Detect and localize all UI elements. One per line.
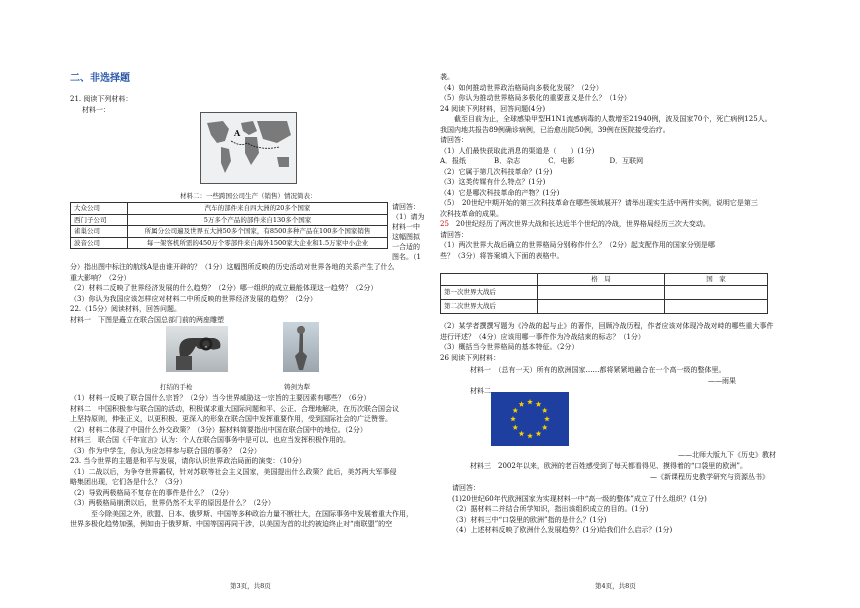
text-line: （2）某学者撰撰写题为《冷战的起与止》的著作，回顾冷战历程，作者应该对体现冷战对峙的哪些重大事件 xyxy=(440,322,774,330)
table-row xyxy=(71,226,388,238)
q26-material1: 材料一 （总有一天）所有的欧洲国家……都将紧紧地融合在一个高一级的整体里。 xyxy=(470,366,726,374)
table-row xyxy=(441,300,768,314)
company-name: 雀巢公司 xyxy=(71,226,128,238)
table-header-cell: 国 家 xyxy=(665,274,768,286)
q26-material2-source: ——北师大版九下《历史》教材 xyxy=(678,451,776,459)
page-footer-left: 第3页，共8页 xyxy=(230,582,271,590)
company-table xyxy=(70,202,388,249)
star-icon xyxy=(544,416,550,421)
text-line: 26 阅读下列材料： xyxy=(440,353,501,362)
text-line: 进行评述？（4分）应该用哪一事件作为冷战结束的标志？（1分） xyxy=(440,332,645,341)
q25-number: 25 xyxy=(440,220,449,228)
star-icon xyxy=(536,401,542,406)
table-row xyxy=(71,237,388,249)
text-line: （4）如何推动世界政治格局向多极化发展？（2分） xyxy=(440,83,603,92)
side-note-line: （1）请为 xyxy=(392,213,425,221)
answer-cell[interactable] xyxy=(538,300,665,314)
text-line: 袭。 xyxy=(440,73,454,81)
star-icon xyxy=(542,425,548,430)
side-note-line: 请回答： xyxy=(392,203,420,211)
text-line: （3）概括当今世界格局的基本特征。（2分） xyxy=(440,343,579,351)
text-line: 请回答： xyxy=(440,230,468,239)
text-line: （2）材料二反映了世界经济发展的什么趋势？（2分）哪一组织的成立最能体现这一趋势？（2分） xyxy=(70,284,378,292)
star-icon xyxy=(512,425,518,430)
table-row xyxy=(441,286,768,300)
answer-cell[interactable] xyxy=(665,286,768,300)
text-line: (1)20世纪60年代欧洲国家为实现材料一中“高一级的整体”成立了什么组织？(1分) xyxy=(452,494,707,503)
q26-material1-source: ——雨果 xyxy=(708,377,736,385)
table-header-cell: 格 局 xyxy=(538,274,665,286)
text-line: （2）它属于第几次科技革命？(1分) xyxy=(440,167,553,176)
q25-q26-text xyxy=(440,321,773,363)
side-note-line: 材料一中 xyxy=(392,223,420,231)
text-line: 分）指出图中标注的航线A是由谁开辟的？（1分）这幅图所反映的历史活动对世界各地的关系产生了什么 xyxy=(70,263,395,271)
company-name: 波音公司 xyxy=(71,237,128,249)
q21-text xyxy=(70,262,395,325)
table-row-label: 第二次世界大战后 xyxy=(441,300,538,314)
text-line: （2）材料二体现了中国什么外交政策？（3分）据材料简要指出中国在联合国中的地位。（2分） xyxy=(70,425,367,434)
text-line: 次科技革命的成果。 xyxy=(440,209,503,218)
text-line: 世界多极化趋势加强，例如由于俄罗斯、中国等国再同干涉，以美国为首的北约被迫终止对“南联盟”的空 xyxy=(70,520,393,528)
star-icon xyxy=(510,416,516,421)
text-line: （3）这类传媒有什么特点？(1分) xyxy=(440,178,546,186)
q21-material1-label: 材料一： xyxy=(82,106,110,114)
world-map-image xyxy=(200,112,297,184)
q21-intro: 21. 阅读下列材料： xyxy=(70,95,133,103)
q26-material3-source: —《新课程历史教学研究与资源丛书》 xyxy=(650,473,769,481)
text-line: 材料三 联合国《千年宣言》认为：个人在联合国事务中是可以、也应当发挥积极作用的。 xyxy=(70,436,350,444)
text-line: （2）据材料二并结合所学知识，指出该组织成立的目的。(1分) xyxy=(452,505,649,513)
q26-questions xyxy=(452,483,707,536)
star-icon xyxy=(542,408,548,413)
q26-material2-label: 材料二 xyxy=(470,387,491,395)
star-icon xyxy=(527,433,533,438)
caption-sword-plowshare: 铸剑为犁 xyxy=(284,383,310,391)
side-note xyxy=(392,202,424,262)
caption-knotted-gun: 打结的手枪 xyxy=(160,383,193,391)
text-line: （3）作为中学生，你认为应怎样参与联合国的事务？（2分） xyxy=(70,446,261,455)
text-line: 请回答： xyxy=(440,136,468,144)
star-icon xyxy=(512,408,518,413)
text-line: 我国内地共报告89例确诊病例，已治愈出院50例，39例在医院接受治疗。 xyxy=(440,125,670,134)
text-line: （3）材料三中“口袋里的欧洲”指的是什么？(1分) xyxy=(452,515,607,524)
star-icon xyxy=(527,399,533,404)
text-line: 重大影响？（2分） xyxy=(70,273,131,282)
text-line: 23. 当今世界的主题是和平与发展，请你认识世界政治局面的演变：（10分） xyxy=(70,457,306,465)
q26-material3: 材料三 2002年以来，欧洲的老百姓感受到了每天都看得见、摸得着的“口袋里的欧洲”。 xyxy=(470,462,747,470)
table-row xyxy=(71,214,388,226)
sword-plowshare-image xyxy=(283,322,319,372)
text-line: 24 阅读下列材料，回答问题(4分) xyxy=(440,104,546,113)
q25-text: 20世纪经历了两次世界大战和长达近半个世纪的冷战，世界格局经历三次大变动。 xyxy=(448,220,710,228)
company-detail: 汽车的部件来自四大洲的20多个国家 xyxy=(128,203,388,215)
page-footer-right: 第4页，共8页 xyxy=(595,582,636,590)
q22-q23-text xyxy=(70,393,413,530)
text-line: 略集团出现，它们各是什么？（3分） xyxy=(70,478,187,486)
text-line: 材料二 中国积极参与联合国的活动，积极谋求重大国际问题和平、公正、合理地解决，在历次联合国会议 xyxy=(70,404,399,413)
side-note-line: 图名。（1 xyxy=(392,253,421,261)
world-pattern-table xyxy=(440,273,768,314)
eu-flag-image xyxy=(491,392,569,446)
text-line: （4）上述材料反映了欧洲什么发展趋势？(1分)给我们什么启示？(1分) xyxy=(452,526,673,534)
text-line: 上坚持原则，伸张正义，以更积极、更深入的形象在联合国中发挥重要作用，受到国际社会的广泛赞誉。 xyxy=(70,415,392,423)
material2-title: 材料二：一些跨国公司生产（销售）情况简表： xyxy=(180,192,317,200)
section-title: 二、非选择题 xyxy=(70,73,130,84)
star-icon xyxy=(536,431,542,436)
text-line: （3）你认为我国应该怎样应对材料二中所反映的世界经济发展的趋势？（2分） xyxy=(70,294,317,303)
text-line: 至今除美国之外，欧盟、日本、俄罗斯、中国等多种政治力量不断壮大，在国际事务中发展着重大作用， xyxy=(70,509,413,518)
text-line: 材料一 下图是矗立在联合国总部门前的两座雕塑 xyxy=(70,315,224,324)
star-icon xyxy=(519,431,525,436)
table-header-row xyxy=(441,274,768,286)
company-name: 西门子公司 xyxy=(71,214,128,226)
text-line: A．报纸 B．杂志 C．电影 D．互联网 xyxy=(440,157,644,165)
q25-line xyxy=(440,219,772,230)
knotted-gun-image xyxy=(166,326,228,372)
text-line: 些？（3分）将答案填入下面的表格中。 xyxy=(440,251,564,260)
table-header-cell xyxy=(441,274,538,286)
text-line: 截至目前为止，全球感染甲型H1N1流感病毒的人数增至21940例，波及国家70个，死亡病例125人。 xyxy=(440,115,772,123)
table-row-label: 第一次世界大战后 xyxy=(441,286,538,300)
text-line: 22.（15分）阅读材料，回答问题。 xyxy=(70,305,182,313)
star-icon xyxy=(519,401,525,406)
text-line: （1）材料一反映了联合国什么宗旨？（2分）当今世界威胁这一宗旨的主要因素有哪些？（6分） xyxy=(70,394,371,402)
q23-continued xyxy=(440,72,772,261)
text-line: 请回答： xyxy=(452,484,480,492)
company-detail: 5万多个产品的部件来自130多个国家 xyxy=(128,214,388,226)
company-detail: 所属分公司遍及世界五大洲50多个国家，有8500多种产品在100多个国家销售 xyxy=(128,226,388,238)
text-line: （3）两极格局崩溃以后，世界仍然不太平的原因是什么？（2分） xyxy=(70,499,275,507)
side-note-line: 这幅图拟 xyxy=(392,233,420,241)
side-note-line: 一合适的 xyxy=(392,243,420,251)
text-line: （2）导致两极格局不复存在的事件是什么？（2分） xyxy=(70,488,233,497)
company-detail: 每一架客机所需的450万个零部件来自海外1500家大企业和1.5万家中小企业 xyxy=(128,237,388,249)
text-line: （4）它是哪次科技革命的产物？(1分) xyxy=(440,188,560,197)
table-row xyxy=(71,203,388,215)
text-line: （1）人们最快获取此消息的渠道是（ ）(1分) xyxy=(440,146,595,155)
text-line: （5）你认为推动世界格局多极化的重要意义是什么？（1分） xyxy=(440,94,631,102)
text-line: （1）两次世界大战后确立的世界格局分别称作什么？（2分）起支配作用的国家分别是哪 xyxy=(440,241,715,249)
answer-cell[interactable] xyxy=(665,300,768,314)
answer-cell[interactable] xyxy=(538,286,665,300)
company-name: 大众公司 xyxy=(71,203,128,215)
text-line: （5） 20世纪中期开始的第三次科技革命在哪些领域展开？请举出现实生活中两件实例，说明它是第三 xyxy=(440,199,758,207)
text-line: （1）二战以后，为争夺世界霸权，针对苏联等社会主义国家，美国提出什么政策？此后，美苏两大军事侵 xyxy=(70,467,397,476)
route-label: A xyxy=(234,128,241,138)
